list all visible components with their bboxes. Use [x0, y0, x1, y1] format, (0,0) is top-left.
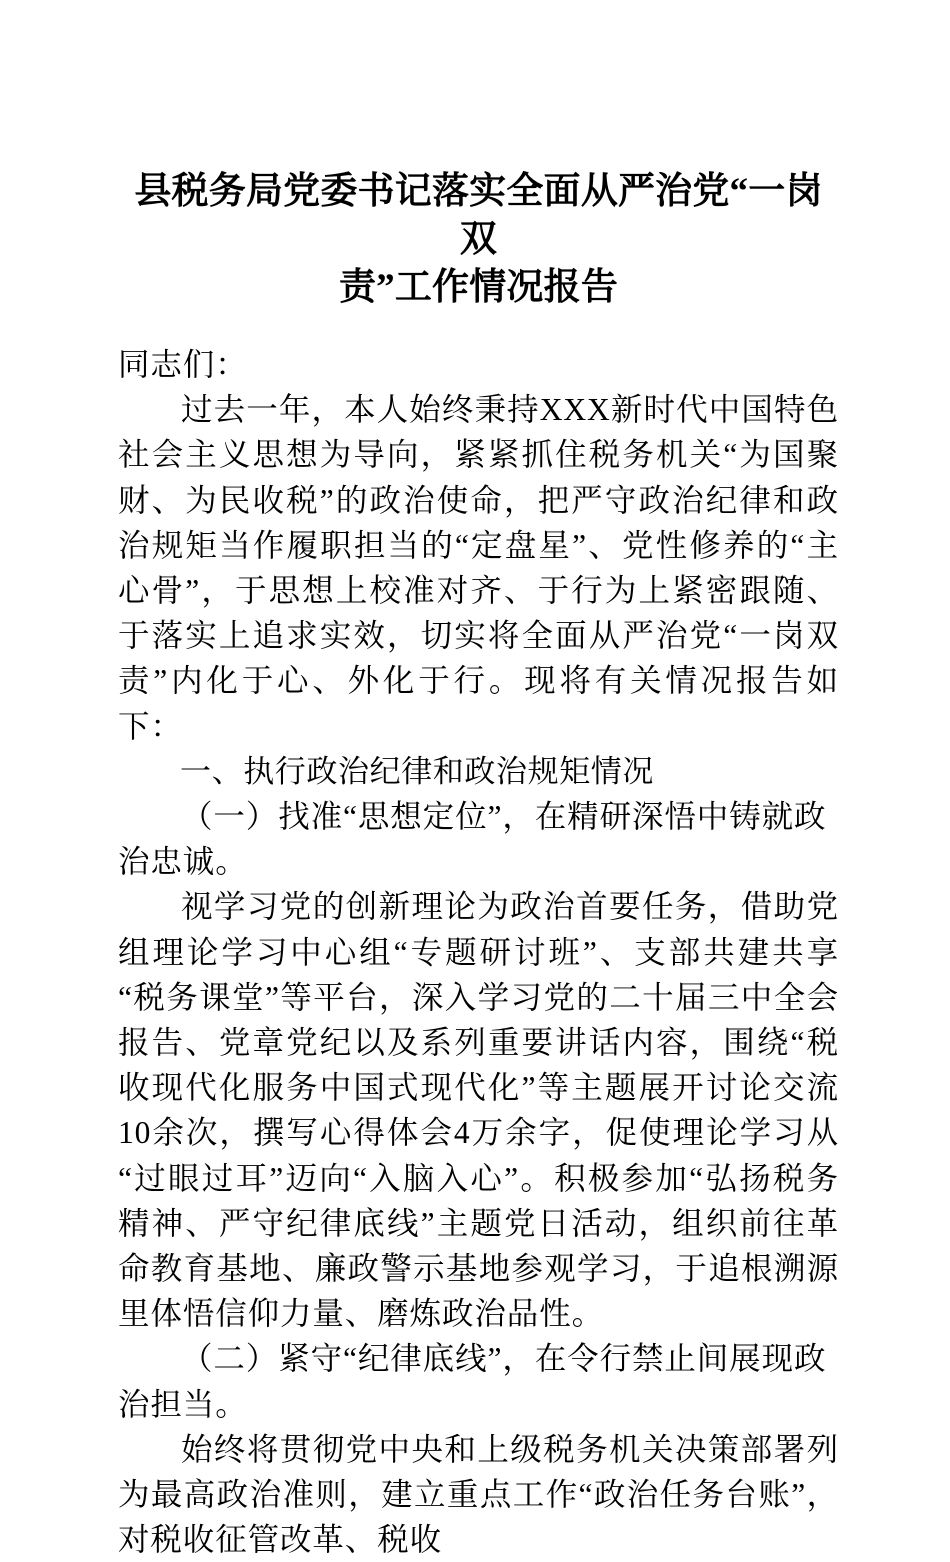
section-heading-1: 一、执行政治纪律和政治规矩情况: [180, 753, 654, 789]
subsection-heading-1-2: （二）紧守“纪律底线”，在令行禁止间展现政治担当。: [118, 1341, 827, 1422]
paragraph-1-1: 视学习党的创新理论为政治首要任务，借助党组理论学习中心组“专题研讨班”、支部共建共享“税务课堂”等平台，深入学习党的二十届三中全会报告、党章党纪以及系列重要讲话内容，围绕“税收现代化服务中国式现代化”等主题展开讨论交流10余次，撰写心得体会4万余字，促使理论学习从“过眼过耳”迈向“入脑入心”。积极参加“弘扬税务精神、严守纪律底线”主题党日活动，组织前往革命教育基地、廉政警示基地参观学习，于追根溯源里体悟信仰力量、磨炼政治品性。: [118, 889, 839, 1332]
salutation-text: 同志们：: [118, 347, 248, 382]
opening-paragraph: 过去一年，本人始终秉持XXX新时代中国特色社会主义思想为导向，紧紧抓住税务机关“为国聚财、为民收税”的政治使命，把严守政治纪律和政治规矩当作履职担当的“定盘星”、党性修养的“主心骨”，于思想上校准对齐、于行为上紧密跟随、于落实上追求实效，切实将全面从严治党“一岗双责”内化于心、外化于行。现将有关情况报告如下：: [118, 392, 839, 744]
salutation: [118, 342, 839, 387]
title-line-1: 县税务局党委书记落实全面从严治党“一岗双: [134, 171, 823, 260]
paragraph-1-2: 始终将贯彻党中央和上级税务机关决策部署列为最高政治准则，建立重点工作“政治任务台账”，对税收征管改革、税收: [118, 1431, 839, 1558]
text-column: [118, 0, 839, 1562]
page-title: [118, 0, 839, 312]
subsection-heading-1-1: （一）找准“思想定位”，在精研深悟中铸就政治忠诚。: [118, 799, 827, 880]
title-line-2: 责”工作情况报告: [338, 267, 619, 308]
